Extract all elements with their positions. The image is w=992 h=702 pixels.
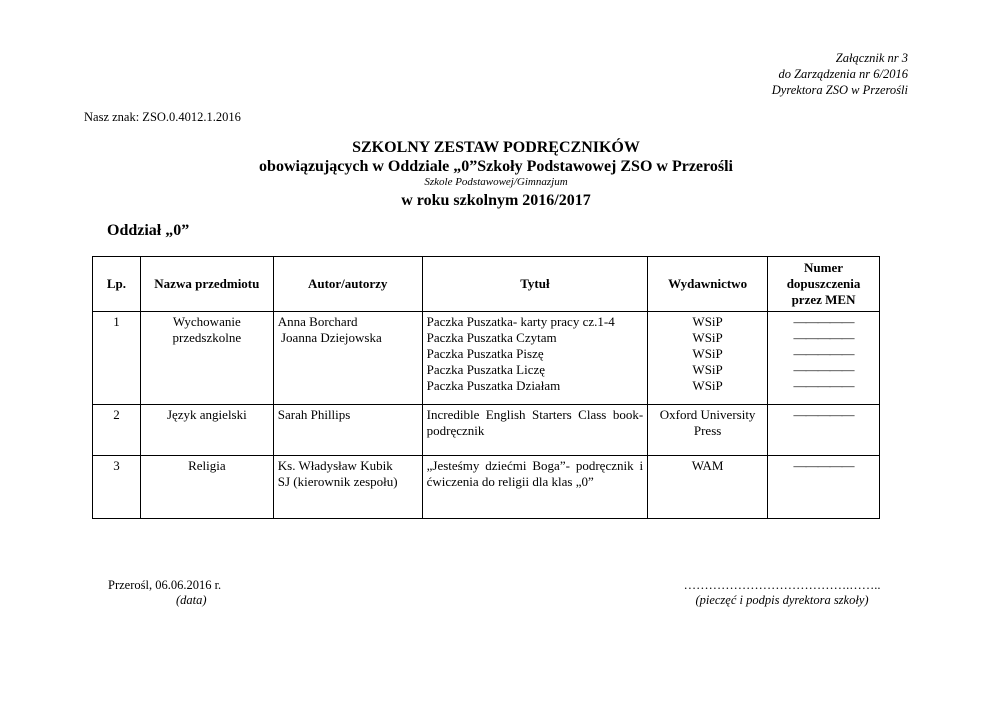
header-subject: Nazwa przedmiotu: [140, 257, 273, 312]
signature-line: ………………………………….……..: [683, 578, 881, 592]
document-title: SZKOLNY ZESTAW PODRĘCZNIKÓW: [352, 139, 640, 156]
row-subject: [140, 312, 273, 405]
row-approval-line-2: —————: [793, 330, 854, 345]
date-caption: (data): [176, 593, 207, 607]
row-approval-line-3: —————: [793, 346, 854, 361]
row-author: [273, 456, 422, 519]
document-subtitle: obowiązujących w Oddziale „0”Szkoły Podstawowej ZSO w Przerośli: [259, 158, 733, 175]
row-approval: [768, 312, 880, 405]
row-lp: 1: [93, 312, 141, 405]
row-publisher-line-3: WSiP: [692, 346, 723, 361]
annex-line-3: Dyrektora ZSO w Przerośli: [771, 83, 908, 97]
row-title: Incredible English Starters Class book- podręcznik: [422, 405, 648, 456]
row-approval: [768, 405, 880, 456]
header-lp: Lp.: [93, 257, 141, 312]
signature-caption: (pieczęć i podpis dyrektora szkoły): [695, 593, 869, 607]
header-approval-line-2: dopuszczenia: [786, 276, 861, 291]
row-approval-line-1: —————: [793, 458, 854, 473]
row-approval-line-1: —————: [793, 407, 854, 422]
row-approval-line-4: —————: [793, 362, 854, 377]
row-author-line-1: Ks. Władysław Kubik: [277, 458, 393, 473]
document-heading: [0, 138, 992, 210]
row-title-line-3: Paczka Puszatka Piszę: [426, 346, 544, 361]
row-title: „Jesteśmy dziećmi Boga”- podręcznik i ćwiczenia do religii dla klas „0”: [422, 456, 648, 519]
row-publisher-line-5: WSiP: [692, 378, 723, 393]
school-type-note: Szkole Podstawowej/Gimnazjum: [424, 176, 568, 188]
row-subject: Religia: [140, 456, 273, 519]
header-author: Autor/autorzy: [273, 257, 422, 312]
school-year: w roku szkolnym 2016/2017: [401, 192, 591, 209]
row-publisher-line-2: WSiP: [692, 330, 723, 345]
row-author-line-2: SJ (kierownik zespołu): [277, 474, 398, 489]
row-publisher-line-1: Oxford University: [659, 407, 756, 422]
row-lp: 2: [93, 405, 141, 456]
annex-note: [772, 50, 908, 98]
row-title-line-1: Paczka Puszatka- karty pracy cz.1-4: [426, 314, 615, 329]
header-publisher: Wydawnictwo: [648, 257, 768, 312]
row-subject-line-2: przedszkolne: [172, 330, 242, 345]
row-publisher-line-2: Press: [693, 423, 722, 438]
row-publisher: WAM: [648, 456, 768, 519]
row-publisher-line-1: WSiP: [692, 314, 723, 329]
row-publisher: [648, 312, 768, 405]
table-row: [93, 312, 880, 405]
header-approval-line-1: Numer: [804, 260, 844, 275]
row-approval: [768, 456, 880, 519]
footer-date-block: [108, 578, 221, 608]
row-author: Sarah Phillips: [273, 405, 422, 456]
row-subject-line-1: Wychowanie: [172, 314, 241, 329]
row-publisher: [648, 405, 768, 456]
annex-line-1: Załącznik nr 3: [835, 51, 908, 65]
row-subject: Język angielski: [140, 405, 273, 456]
row-lp: 3: [93, 456, 141, 519]
textbook-table: [92, 256, 880, 519]
row-author: [273, 312, 422, 405]
footer-signature-block: [672, 578, 892, 608]
table-row: [93, 405, 880, 456]
department-label: Oddział „0”: [107, 222, 190, 239]
header-approval-line-3: przez MEN: [791, 292, 856, 307]
row-author-line-2: Joanna Dziejowska: [277, 330, 382, 345]
row-approval-line-5: —————: [793, 378, 854, 393]
header-title: Tytuł: [422, 257, 648, 312]
table-header-row: [93, 257, 880, 312]
reference-number: Nasz znak: ZSO.0.4012.1.2016: [84, 110, 241, 124]
row-publisher-line-4: WSiP: [692, 362, 723, 377]
row-title-line-5: Paczka Puszatka Działam: [426, 378, 561, 393]
annex-line-2: do Zarządzenia nr 6/2016: [778, 67, 908, 81]
row-author-line-1: Anna Borchard: [277, 314, 358, 329]
row-title-line-4: Paczka Puszatka Liczę: [426, 362, 546, 377]
row-approval-line-1: —————: [793, 314, 854, 329]
table-row: [93, 456, 880, 519]
row-title: [422, 312, 648, 405]
place-date: Przerośl, 06.06.2016 r.: [108, 578, 222, 592]
header-approval: [768, 257, 880, 312]
row-title-line-2: Paczka Puszatka Czytam: [426, 330, 557, 345]
